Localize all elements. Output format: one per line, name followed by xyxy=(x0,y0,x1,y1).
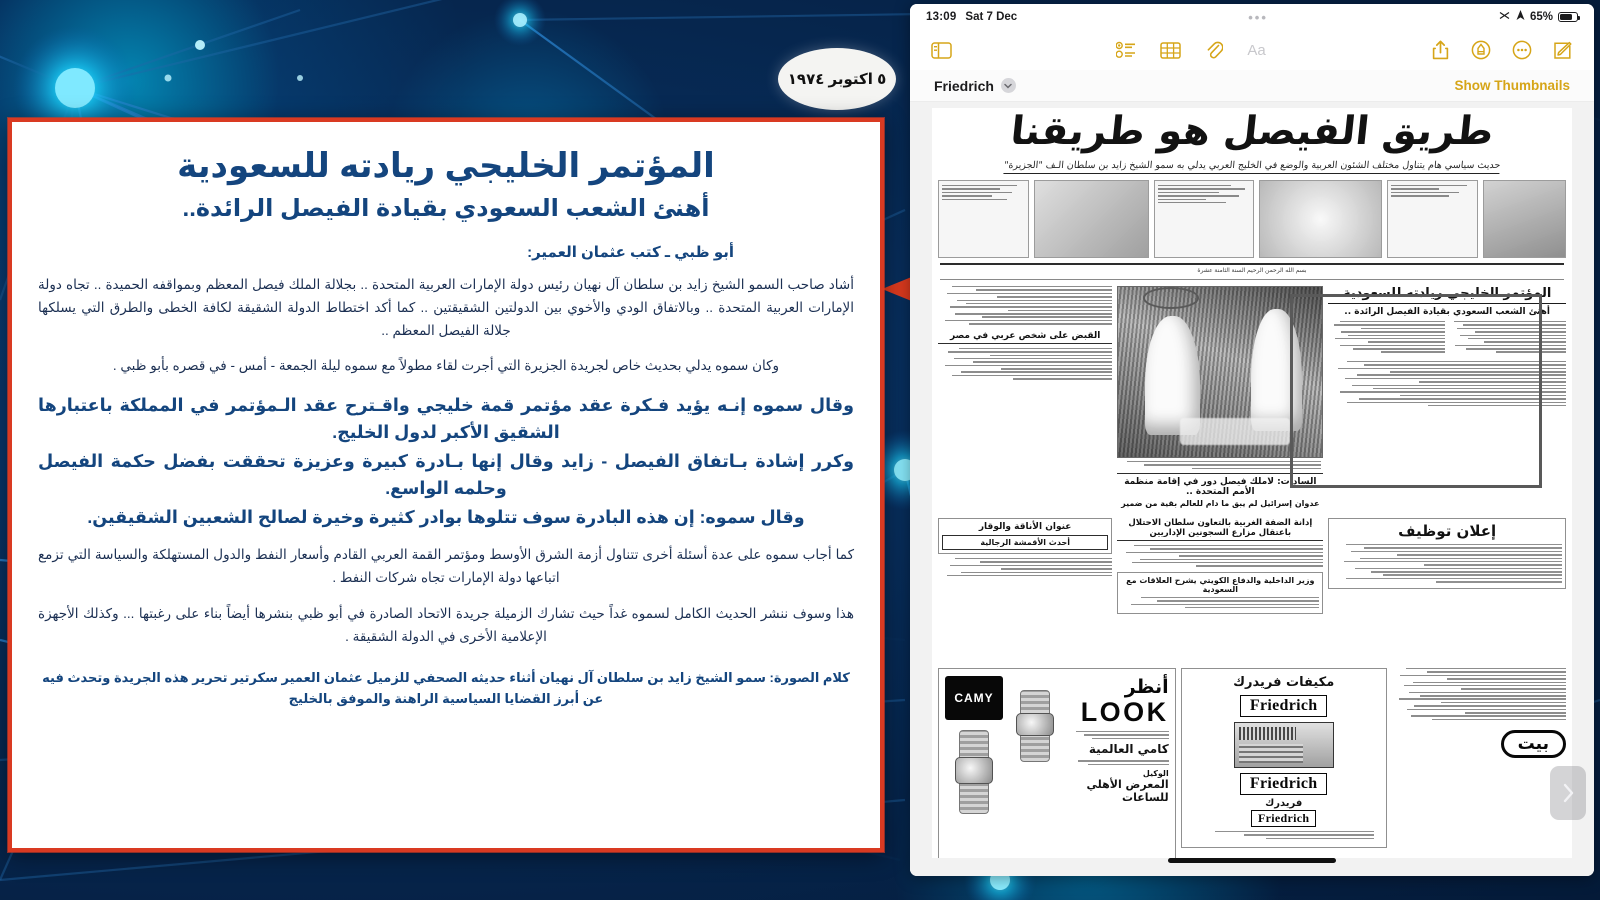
bayt-ad-logo: بيت xyxy=(1501,730,1566,758)
article-paragraph-3: كما أجاب سموه على عدة أسئلة أخرى تتناول أزمة الشرق الأوسط ومؤتمر القمة العربي القادم وأسعار النفط والدول المستهلكة والسياسة التي تزمع اتباعها دولة الإمارات تجاه شركات النفط . xyxy=(38,547,854,586)
employment-ad-box xyxy=(1328,518,1566,589)
scan-secondary-headline-5: إدانة الضفة الغربية بالتعاون سلطان الاحتلال باعتقال مزارع السجونين الإداريين xyxy=(1117,518,1323,541)
camy-ad-agent-name: المعرض الأهلي للساعات xyxy=(1086,778,1169,805)
strip-photo-dish xyxy=(1034,180,1149,258)
camy-ad-box xyxy=(938,668,1176,858)
scan-secondary-headline-6: وزير الداخلية والدفاع الكويتي يشرح العلاقات مع السعودية xyxy=(1126,575,1315,594)
camy-ad-look-word: LOOK xyxy=(1080,696,1169,727)
note-header-bar xyxy=(910,70,1594,102)
newspaper-row-second xyxy=(932,514,1572,664)
scan-secondary-headline-2: السادات: لاملك فيصل دور في إقامة منظمة الأمم المتحدة .. xyxy=(1117,473,1323,497)
bismillah-line: بسم الله الرحمن الرحيم السنة الثامنة عشرة xyxy=(1197,267,1307,274)
status-date: Sat 7 Dec xyxy=(965,11,1018,23)
camy-ad-agent-label: الوكيل xyxy=(1142,769,1169,779)
camy-watch-illustration-upper xyxy=(1011,676,1059,762)
scan-article-subheadline: أهنئ الشعب السعودي بقيادة الفيصل الرائدة .. xyxy=(1344,306,1551,317)
air-conditioner-illustration xyxy=(1234,722,1334,768)
column-fashion-ad xyxy=(938,518,1112,664)
paperclip-icon[interactable] xyxy=(1203,39,1225,61)
table-icon[interactable] xyxy=(1159,39,1181,61)
article-bold-1: وقال سموه إنـه يؤيد فـكرة عقد مؤتمر قمة خليجي واقـترح عقد الـمؤتمر في المملكة باعتبارها الشقيق الأكبر لدول الخليج. xyxy=(38,394,854,442)
newspaper-masthead xyxy=(932,108,1572,174)
article-card xyxy=(8,118,884,852)
home-indicator xyxy=(1168,858,1336,863)
sidebar-toggle-icon[interactable] xyxy=(930,39,952,61)
fashion-ad-title: عنوان الأناقة والوقار xyxy=(978,521,1072,532)
column-employment-ad xyxy=(1328,518,1566,664)
friedrich-brand-wordmark-2: Friedrich xyxy=(1240,773,1328,795)
masthead-image-strip xyxy=(932,180,1572,258)
column-friedrich-ad xyxy=(1181,668,1387,858)
article-byline: أبو ظبي ـ كتب عثمان العمير: xyxy=(527,243,734,261)
masthead-kicker: حديث سياسي هام يتناول مختلف الشئون العربية والوضع في الخليج العربي يدلي به سمو الشيخ زايد بن سلطان الـف "الجزيرة" xyxy=(1003,160,1500,174)
date-badge xyxy=(778,48,896,110)
friedrich-brand-wordmark-3: Friedrich xyxy=(1251,810,1316,827)
date-badge-text: ٥ اكتوبر ١٩٧٤ xyxy=(787,71,887,88)
checklist-icon[interactable] xyxy=(1115,39,1137,61)
article-bold-2: وكرر إشادة بـاتفاق الفيصل - زايد وقال إنها بـادرة كبيرة وعزيزة تحققت بفضل حكمة الفيصل وحلمه الواسع. xyxy=(38,450,854,498)
fashion-ad-sub: أحدث الأقمشة الرجالية xyxy=(942,535,1108,550)
markup-pen-icon[interactable] xyxy=(1470,39,1492,61)
strip-text-block xyxy=(1154,180,1253,258)
chevron-down-icon[interactable] xyxy=(1001,78,1016,93)
article-bold-3: وقال سموه: إن هذه البادرة سوف تتلوها بوادر كثيرة وخيرة لصالح الشعبين الشقيقين. xyxy=(87,507,805,528)
dynamic-island-dots: ••• xyxy=(1248,9,1268,25)
scan-article-headline: المؤتمر الخليجي ريادته للسعودية xyxy=(1328,286,1566,304)
article-paragraph-2: وكان سموه يدلي بحديث خاص لجريدة الجزيرة التي أجرت لقاء مطولاً مع سموه ليلة الجمعة - أمس - في قصره بأبو ظبي . xyxy=(112,358,780,374)
newspaper-photo xyxy=(1117,286,1323,458)
ipad-notes-window xyxy=(910,4,1594,876)
column-left-news xyxy=(938,286,1112,514)
scanned-document-viewer[interactable] xyxy=(910,102,1594,876)
column-left-filler xyxy=(1392,668,1566,858)
strip-map-graphic xyxy=(1259,180,1382,258)
share-icon[interactable] xyxy=(1429,39,1451,61)
chevron-right-icon xyxy=(1562,783,1575,803)
camy-logo-block xyxy=(945,676,1003,814)
friedrich-ad-box xyxy=(1181,668,1387,848)
kuwait-minister-box xyxy=(1117,572,1323,615)
article-photo-caption: كلام الصورة: سمو الشيخ زايد بن سلطان آل نهيان أثناء حديثه الصحفي للزميل عثمان العمير سكرتير تحرير هذه الجريدة وتحدث فيه عن أبرز القضايا السياسية الراهنة والموفق بالخليج xyxy=(42,670,850,706)
next-page-button[interactable] xyxy=(1550,766,1586,820)
scan-secondary-headline-3: عدوان إسرائيل لم يبق ما دام للعالم بقية من ضمير xyxy=(1121,499,1320,509)
strip-portrait-photo xyxy=(1483,180,1566,258)
compose-note-icon[interactable] xyxy=(1552,39,1574,61)
status-time: 13:09 xyxy=(926,11,957,23)
more-options-icon[interactable] xyxy=(1511,39,1533,61)
article-paragraph-1: أشاد صاحب السمو الشيخ زايد بن سلطان آل نهيان رئيس دولة الإمارات العربية المتحدة .. بجلالة الملك فيصل المعظم وبمواقفه الحميدة .. تجاه دولة الإمارات العربية المتحدة .. وبالاتفاق الودي والأخوي بين الدولتين الشقيقتين .. كما أكد اختطاط الدولة الشقيقة لكافة الخطى والطرق التي يسلكها جلالة الفيصل المعظم .. xyxy=(38,276,854,339)
friedrich-brand-wordmark: Friedrich xyxy=(1240,695,1328,717)
text-format-icon[interactable]: Aa xyxy=(1247,41,1266,59)
article-subheadline: أهنئ الشعب السعودي بقيادة الفيصل الرائدة.. xyxy=(182,195,710,223)
article-headline: المؤتمر الخليجي ريادته للسعودية xyxy=(177,147,715,185)
camy-brand-logo: CAMY xyxy=(945,676,1003,720)
camy-watch-illustration-lower xyxy=(959,730,989,814)
location-arrow-icon xyxy=(1516,10,1525,24)
battery-percent: 65% xyxy=(1529,11,1553,23)
camy-ad-brand-arabic: كامي العالمية xyxy=(1088,742,1169,757)
bluetooth-icon xyxy=(1499,10,1511,24)
camy-ad-arabic-look: أنظر xyxy=(1124,676,1169,698)
scan-secondary-headline-1: القبض على شخص عربي في مصر xyxy=(938,331,1112,344)
column-camy-ad xyxy=(938,668,1176,858)
battery-icon xyxy=(1558,12,1578,22)
newspaper-scan-page xyxy=(932,108,1572,858)
friedrich-ad-arabic-title: مكيفات فريدرك xyxy=(1233,674,1335,690)
column-west-bank-news xyxy=(1117,518,1323,664)
masthead-divider-rule xyxy=(940,263,1564,265)
friedrich-ad-sub: فريدرك xyxy=(1265,797,1303,809)
fashion-ad-box xyxy=(938,518,1112,554)
employment-ad-title: إعلان توظيف xyxy=(1398,521,1497,540)
column-photo xyxy=(1117,286,1323,514)
masthead-headline: طريق الفيصل هو طريقنا xyxy=(1008,109,1496,154)
strip-orient-ad xyxy=(1387,180,1478,258)
column-highlighted-article xyxy=(1328,286,1566,514)
notes-toolbar xyxy=(910,30,1594,70)
newspaper-row-main xyxy=(932,282,1572,514)
show-thumbnails-button[interactable]: Show Thumbnails xyxy=(1454,78,1570,93)
newspaper-row-ads xyxy=(932,664,1572,858)
note-title[interactable]: Friedrich xyxy=(934,77,994,94)
divider-rule-thin xyxy=(940,279,1564,280)
article-paragraph-4: هذا وسوف ننشر الحديث الكامل لسموه غداً حيث تشارك الزميلة جريدة الاتحاد الصادرة في أبو ظبي بنشرها أيضاً بناء على رغبتها ... وكذلك الأجهزة الإعلامية الأخرى في الدولة الشقيقة . xyxy=(38,605,854,644)
status-bar xyxy=(910,4,1594,30)
strip-ad-left xyxy=(938,180,1029,258)
